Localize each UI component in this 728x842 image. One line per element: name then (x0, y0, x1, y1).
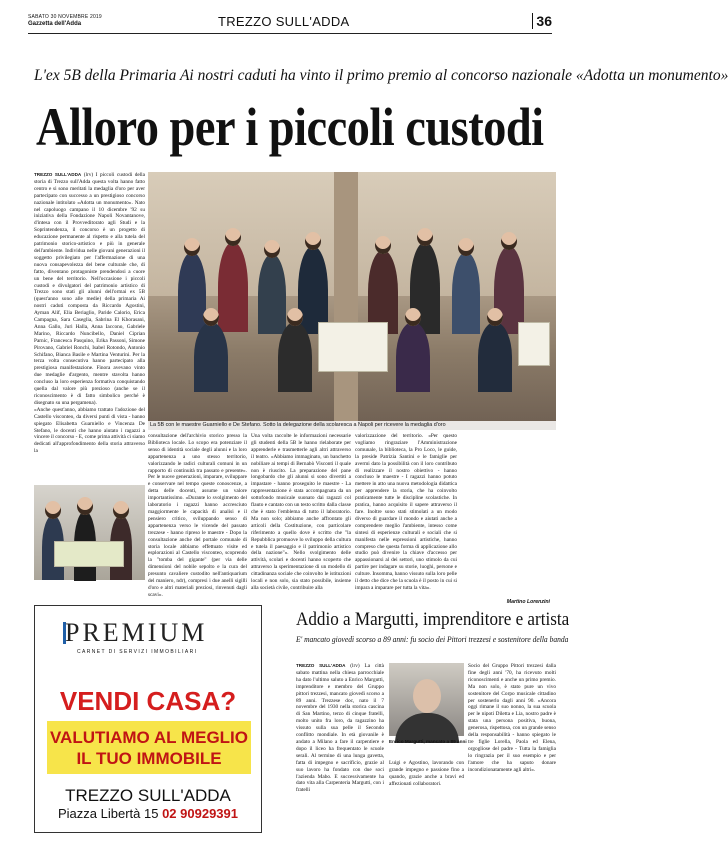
masthead-rule (28, 33, 552, 34)
issue-date: SABATO 30 NOVEMBRE 2019 (28, 14, 102, 20)
obituary-column-3: Socio del Gruppo Pittori trezzesi dalla fine degli anni '70, ha ricevuto molti riconoscimenti e anche un primo premio. Ma non solo, è stato pure un vivo sostenitore del Corpo musicale cittadino per sostenerlo dagli anni 90. «Ancora oggi rimane il suo nonno, la sua scuola per le nipoti Diletta e Lia, nostro padre è stata una persona positiva, buona, generosa, rispettosa, con un grande senso della responsabilità - hanno spiegato le tre figlie Lorella, Paola ed Elena, orgogliose del padre - Tutta la famiglia lo ringrazia per il suo esempio e per l'amore che ha saputo donare incondizionatamente agli altri». (468, 663, 556, 773)
article-headline: Alloro per i piccoli custodi (36, 97, 544, 157)
photo-caption: La 5B con le maestre Guarniello e De Stefano. Sotto la delegazione della scolaresca a Napoli per ricevere la medaglia d'oro (148, 421, 556, 430)
ad-address (35, 806, 261, 821)
delegation-photo (34, 485, 145, 580)
photo-figure (258, 254, 286, 334)
article-column-4b (461, 433, 556, 595)
ad-value-line-2: IL TUO IMMOBILE (76, 749, 222, 768)
photo-pillar (334, 172, 358, 430)
ad-logo-subtitle: CARNET DI SERVIZI IMMOBILIARI (77, 649, 198, 655)
ad-town: TREZZO SULL'ADDA (65, 786, 231, 805)
photo-figure (278, 322, 312, 392)
photo-credit: Martino Lorenzini (506, 599, 550, 605)
ad-phone: 02 90929391 (162, 806, 238, 821)
portrait-face (413, 679, 441, 713)
photo-banner (54, 541, 124, 567)
article-column-3: Una volta raccolte le informazioni necessarie gli studenti della 5B le hanno rielaborate per apprenderle e trasmetterle agli altri attraverso il teatro. «Abbiamo immaginato, un banchetto nobiliare ai tempi di Bernabò Visconti il quale non è riuscito. La preparazione del pane longobardo che gli alunni si sono divertiti a impastare - hanno proseguito le maestre - La rappresentazione è stata accompagnata da un sottofondo musicale suonato dai ragazzi col flauto e cantato con un testo scritto dalla classe che è stato l'emblema di tutto il laboratorio. Ma non solo; abbiamo anche affrontato gli articoli della Costituzione, con particolare riferimento a quello dove è scritto che "la Repubblica promuove lo sviluppo della cultura e tutela il paesaggio e il patrimonio artistico della nazione"». Nello svolgimento delle attività, scolari e docenti hanno scoperto che attraverso la sperimentazione di un modello di cittadinanza sociale che coinvolto le istituzioni locali e non solo, sia stato possibile, insieme alla società civile, contribuire alla (251, 433, 351, 591)
class-photo (148, 172, 556, 430)
page-number: 36 (532, 13, 552, 29)
photo-banner (518, 322, 550, 366)
article-column-1 (34, 172, 145, 480)
obituary-column-2: Luigi e Agostino, lavorando con grande impegno e passione fino a quando, grazie anche a bravi ed affezionati collaboratori. (389, 760, 464, 787)
article-column-4a: valorizzazione del territorio. «Per questo vogliamo ringraziare l'Amministrazione comunale, la biblioteca, la Pro Loco, le guide, la preside Patrizia Santini e le famiglie per avermi dato la possibilità con il loro contributo di realizzare il nostro obiettivo - hanno concluso le maestre - I ragazzi hanno potuto mettere in atto una nuova metodologia didattica per apprendere la storia, che ha coinvolto praticamente tutte le discipline scolastiche. In pratica, hanno acquisito il sapere attraverso il fare. Inoltre sono stati stimolati a un modo diverso di guardare il mondo e aiutati anche a comprendere meglio l'ambiente, intesso come sintesi di esperienze culturali e sociali che si manifesta nelle espressioni artistiche, hanno compreso che questa forma di applicazione allo studio può divenire la chiave d'accesso per appassionarsi al dei settori, uno stimolo da cui partire per indagare su storie, luoghi, persone e culture. Insomma, hanno vissuto sulla loro pelle il detto che dice che la scuola è il posto in cui si impara a imparare per tutta la vita». (355, 433, 457, 591)
photo-figure (194, 322, 228, 392)
masthead (28, 12, 552, 34)
real-estate-ad (34, 605, 262, 833)
photo-figure (478, 322, 512, 392)
ad-street: Piazza Libertà 15 (58, 806, 159, 821)
ad-headline: VENDI CASA? (59, 686, 237, 716)
article-text-col1: (lrv) I piccoli custodi della storia di Trezzo sull'Adda questa volta hanno fatto centro e si sono meritati la medaglia d'oro per aver partecipato con successo a un prestigioso concorso nazionale intitolato «Adotta un monumento». Nato nel capoluogo campano il 10 dicembre '92 su iniziativa della Fondazione Napoli Novantanove, d'intesa con il Provveditorato agli Studi e la Soprintendenza, il concorso è un progetto di educazione permanente al rispetto e alla tutela del patrimonio storico-artistico e più in generale dell'ambiente. Individua nelle giovani generazioni il soggetto privilegiato per l'affermazione di una nuova consapevolezza del bene culturale che, di fatto, diventano protagoniste prendendosi a cuore un bene del territorio. Nell'occasione i piccoli custodi e divulgatori del patrimonio artistico di Trezzo sono stati gli alunni dell'ormai ex 5B (quest'anno sono alle medie) della primaria Ai nostri caduti composta da Riccardo Agostini, Ayman Alif, Elia Beriaglio, Paride Calorio, Erica Campagna, Sara Caseglia, Sabrina El Khorasani, Anna Gallo, Juri Halla, Anna Iaccono, Gabriele Marino, Riccardo Nuncibello, Daniel Ciprian Parnic, Francesca Pasquino, Erika Passoni, Simone Pirovano, Gabriel Ronchi, Isabel Rotondo, Antonio Schifano, Bianca Basile e Martina Venturini. Per la terza volta consecutiva hanno partecipato alla prestigiosa manifestazione. Finora avevano vinto due medaglie d'argento, mentre stavolta hanno concluso la loro esperienza formativa conquistando quella dal valore più prezioso (anche se il riconoscimento è di fatto simbolico perché è disegnato su una pergamena). (34, 172, 145, 406)
photo-banner (318, 322, 388, 372)
ad-highlight-box (47, 721, 251, 774)
obituary-headline: Addio a Margutti, imprenditore e artista (296, 609, 570, 630)
article-dateline: TREZZO SULL'ADDA (34, 172, 82, 177)
portrait-caption: Enrico Margutti, mancato a 89 anni (389, 739, 467, 744)
photo-figure (452, 252, 480, 334)
ad-value-text (47, 727, 251, 769)
photo-figure (298, 246, 328, 334)
obituary-deck: E' mancato giovedì scorso a 89 anni: fu socio dei Pittori trezzesi e sostenitore della banda (296, 635, 569, 644)
obituary-column-1 (296, 663, 384, 833)
photo-figure (396, 322, 430, 392)
photo-figure (178, 252, 206, 332)
obituary-portrait (389, 663, 464, 736)
obituary-dateline: TREZZO SULL'ADDA (296, 663, 346, 668)
article-text-col1b: «Anche quest'anno, abbiamo trattato l'adozione del Castello visconteo, da diversi punti di vista - hanno spiegato Elisabetta Guarniello e Vincenza De Stefano, le docenti che hanno aiutato i ragazzi a vincere il concorso - E, come prima attività ci siamo dedicati all'approfondimento della storia attraverso la (34, 406, 145, 455)
article-column-2: consultazione dell'archivio storico presso la Biblioteca locale. Lo scopo era potenziare il senso di identità sociale degli alunni e la loro appartenenza a uno stesso territorio, valorizzando le radici culturali comuni in un rapporto di continuità tra passato e presente». Per le nuove generazioni, imparare, sviluppare e conservare nel tempo queste conoscenze, a detta delle docenti, assume un valore importantissimo. «Durante lo svolgimento del laboratorio i ragazzi hanno accresciuto maggiormente le capacità di analisi e il pensiero critico, sviluppando senso di appartenenza verso le vicende del passato trezzese - hanno ripreso le maestre - Dopo la consultazione anche del portale comunale di storia locale abbiamo effettuato visite ed esplorazioni al Castello visconteo, scoprendo la "tomba del gigante" (per via delle dimensioni del nobile sepolto e la cura del presunto cavaliere custodito nell'antiquarium del maniero, ndr), compresi i due anelli sigilli d'oro e altri materiali preziosi, rinvenuti dagli scavi». (148, 433, 247, 598)
paper-name: Gazzetta dell'Adda (28, 21, 82, 27)
article-kicker: L'ex 5B della Primaria Ai nostri caduti ha vinto il primo premio al concorso nazionale «Adotta un monumento» (34, 67, 728, 84)
section-title: TREZZO SULL'ADDA (218, 14, 350, 29)
obituary-text-col1: (lrv) La città sabato mattina nella chiesa parrocchiale ha dato l'ultimo saluto a Enrico Margutti, imprenditore e membro del Gruppo pittori trezzesi, mancato giovedì scorso a 89 anni. Trezzese doc, nato il 7 novembre del 1930 nella storica cascina di San Martino, terzo di cinque fratelli, molto unito fra loro, da ragazzino ha vissuto sulla sua pelle il Secondo conflitto mondiale. In età giovanile è andato a Milano a fare il carpentiere e dopo il liceo ha frequentato le scuole serali. Al termine di una lunga gavetta, fatta di impegno e sacrificio, grazie al suo lavoro ha fondato con due soci l'azienda Mabo. E successivamente ha dato vita alla Carpenteria Margutti, con i fratelli (296, 663, 384, 794)
ad-logo: PREMIUM (65, 618, 208, 647)
photo-figure (218, 242, 248, 332)
ad-value-line-1: VALUTIAMO AL MEGLIO (49, 728, 248, 747)
